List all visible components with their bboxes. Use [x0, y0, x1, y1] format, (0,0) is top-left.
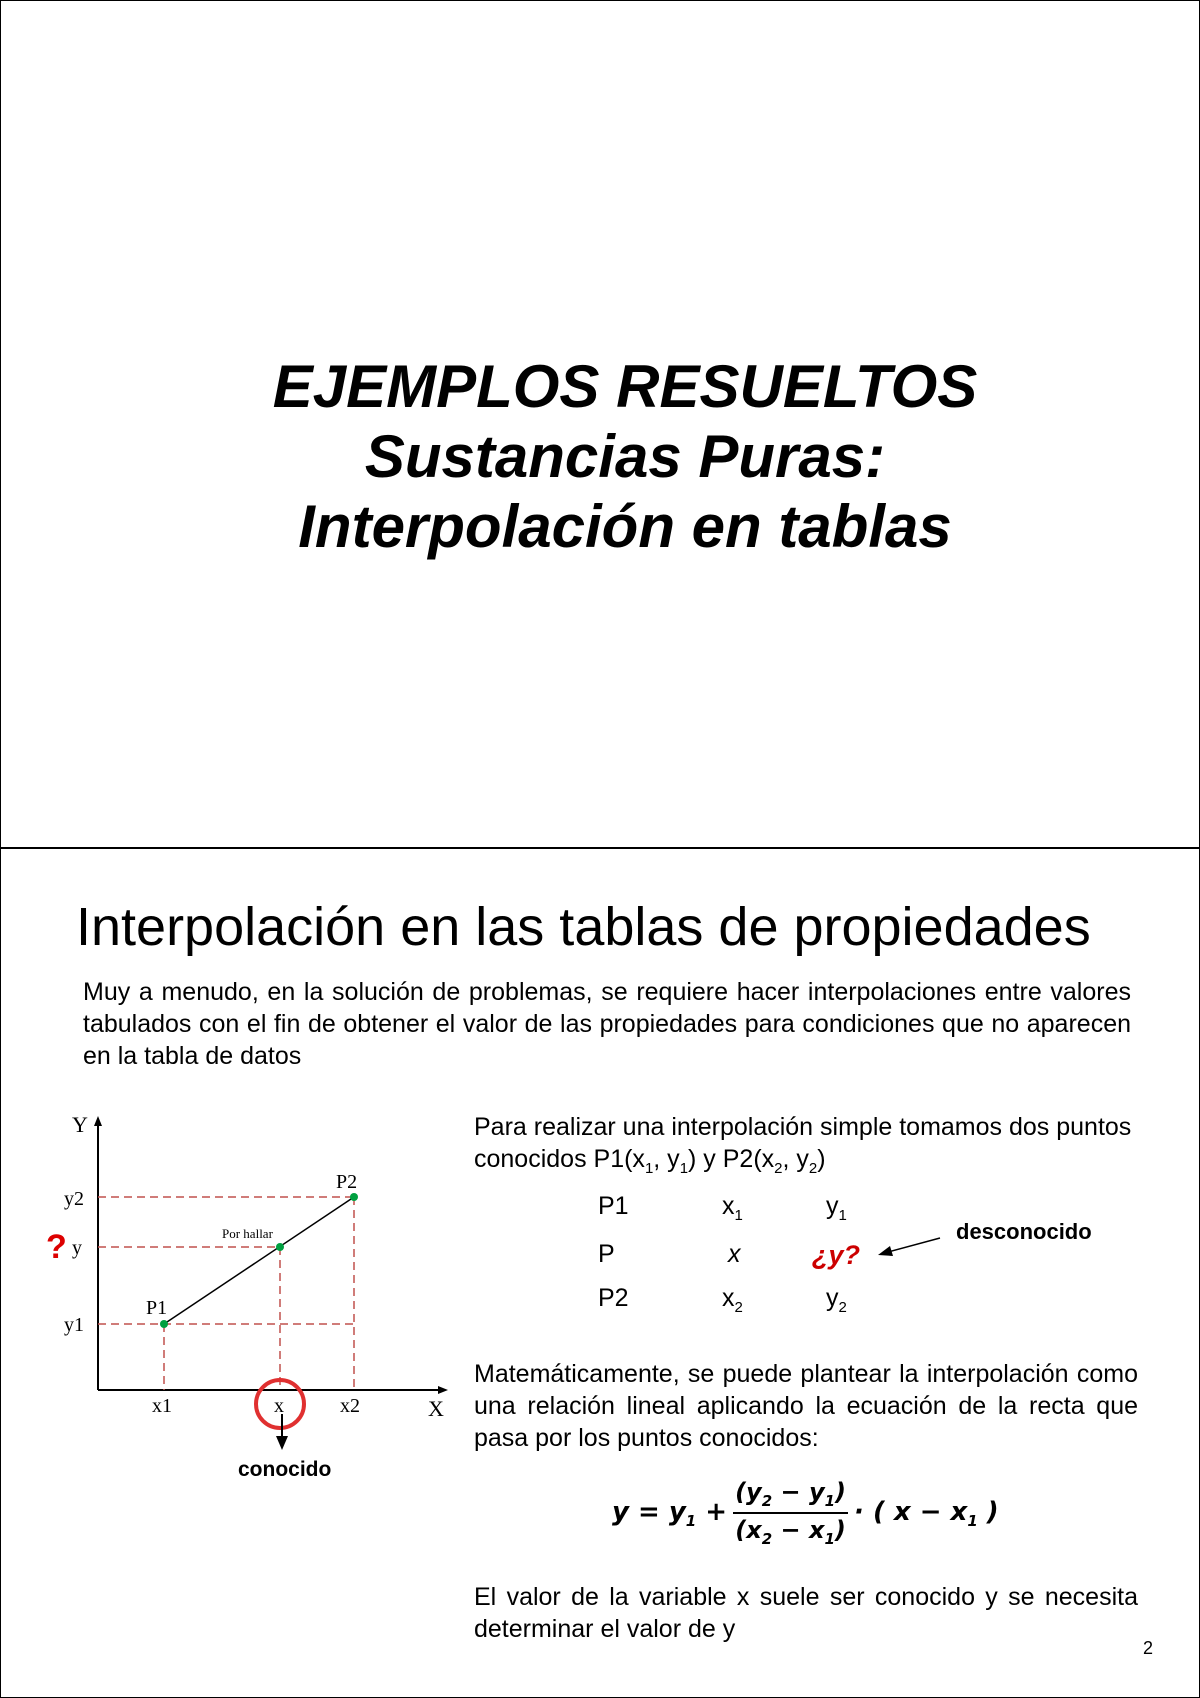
den-a: (x — [735, 1516, 762, 1544]
sub: 2 — [774, 1160, 783, 1177]
formula-rhs-text: · ( x − x — [854, 1496, 968, 1527]
label-y1: y1 — [64, 1314, 84, 1336]
row-p2-x — [722, 1284, 743, 1316]
cover-title — [0, 352, 1200, 562]
known-label: conocido — [238, 1458, 332, 1481]
known-arrow-head — [276, 1436, 288, 1450]
interpolation-diagram — [40, 1110, 460, 1490]
formula-rhs-close: ) — [977, 1496, 999, 1527]
formula-lhs — [612, 1497, 727, 1530]
row-p1-x-sub: 1 — [734, 1207, 743, 1224]
row-p2-label: P2 — [598, 1284, 629, 1312]
conclusion-paragraph: El valor de la variable x suele ser conocido y se necesita determinar el valor de y — [474, 1583, 1138, 1643]
page-number: 2 — [1143, 1638, 1154, 1658]
formula-fraction — [733, 1478, 848, 1548]
label-y2: y2 — [64, 1188, 84, 1210]
sub: 1 — [967, 1511, 978, 1530]
unknown-arrow — [874, 1234, 944, 1260]
y-axis-arrow — [94, 1116, 102, 1126]
sub: 2 — [808, 1160, 818, 1177]
label-y: y — [72, 1237, 82, 1259]
sub: 1 — [824, 1492, 836, 1510]
sub: 1 — [679, 1160, 689, 1177]
unknown-label: desconocido — [956, 1219, 1092, 1244]
formula-rhs — [854, 1497, 999, 1530]
sub: 1 — [644, 1160, 654, 1177]
row-p1-y-text: y — [826, 1192, 839, 1220]
row-p-x: x — [728, 1240, 741, 1268]
den-b: − x — [772, 1516, 825, 1544]
math-paragraph: Matemáticamente, se puede plantear la interpolación como una relación lineal aplicando la ecuación de la recta que pasa por los puntos conocidos: — [474, 1360, 1138, 1452]
label-x: x — [274, 1395, 284, 1417]
row-p1-y-sub: 1 — [838, 1207, 847, 1224]
row-p2-y-sub: 2 — [838, 1299, 847, 1316]
x-axis-label: X — [428, 1396, 444, 1421]
label-p1: P1 — [146, 1297, 168, 1319]
interpolation-formula — [612, 1478, 999, 1548]
row-p1-label: P1 — [598, 1192, 629, 1220]
num-a: (y — [735, 1478, 762, 1506]
sub: 2 — [761, 1530, 773, 1548]
row-p1-x — [722, 1192, 743, 1224]
question-mark: ? — [46, 1228, 67, 1266]
row-p-label: P — [598, 1240, 615, 1268]
row-p2-y — [826, 1284, 847, 1316]
sub: 1 — [685, 1511, 697, 1530]
points-text-c: ) y P2(x — [688, 1145, 775, 1173]
cover-title-line-1: EJEMPLOS RESUELTOS — [272, 353, 978, 420]
row-p1-x-text: x — [722, 1192, 735, 1220]
points-text-b: , y — [653, 1145, 680, 1173]
row-p2-y-text: y — [826, 1284, 839, 1312]
points-text-a: Para realizar una interpolación simple tomamos dos puntos conocidos P1(x — [474, 1113, 1132, 1173]
x-axis-arrow — [438, 1386, 448, 1394]
formula-plus: + — [696, 1496, 728, 1527]
intro-paragraph: Muy a menudo, en la solución de problemas, se requiere hacer interpolaciones entre valores tabulados con el fin de obtener el valor de las propiedades para condiciones que no aparecen en la tabla de datos — [83, 978, 1131, 1070]
den-close: ) — [834, 1516, 846, 1544]
point-p1 — [160, 1320, 168, 1328]
formula-lhs-text: y = y — [612, 1496, 686, 1527]
row-p1-y — [826, 1192, 847, 1224]
point-p — [276, 1243, 284, 1251]
label-x1: x1 — [152, 1395, 172, 1417]
y-axis-label: Y — [72, 1112, 88, 1137]
sub: 2 — [761, 1492, 773, 1510]
row-p2-x-sub: 2 — [734, 1299, 743, 1316]
row-p-y-unknown: ¿y? — [812, 1240, 861, 1270]
formula-denominator — [735, 1514, 846, 1548]
cover-title-line-3: Interpolación en tablas — [298, 493, 952, 560]
num-b: − y — [772, 1478, 825, 1506]
formula-numerator — [733, 1478, 848, 1514]
num-close: ) — [835, 1478, 847, 1506]
point-p2 — [350, 1193, 358, 1201]
label-por-hallar: Por hallar — [222, 1226, 273, 1241]
cover-title-line-2: Sustancias Puras: — [364, 423, 886, 490]
points-text-e: ) — [817, 1145, 826, 1173]
slide-title: Interpolación en las tablas de propiedades — [76, 897, 1091, 957]
points-paragraph — [474, 1111, 1138, 1185]
sub: 1 — [824, 1530, 835, 1548]
label-p2: P2 — [336, 1171, 358, 1193]
points-text-d: , y — [782, 1145, 809, 1173]
label-x2: x2 — [340, 1395, 360, 1417]
row-p2-x-text: x — [722, 1284, 735, 1312]
interpolation-line — [164, 1197, 354, 1324]
